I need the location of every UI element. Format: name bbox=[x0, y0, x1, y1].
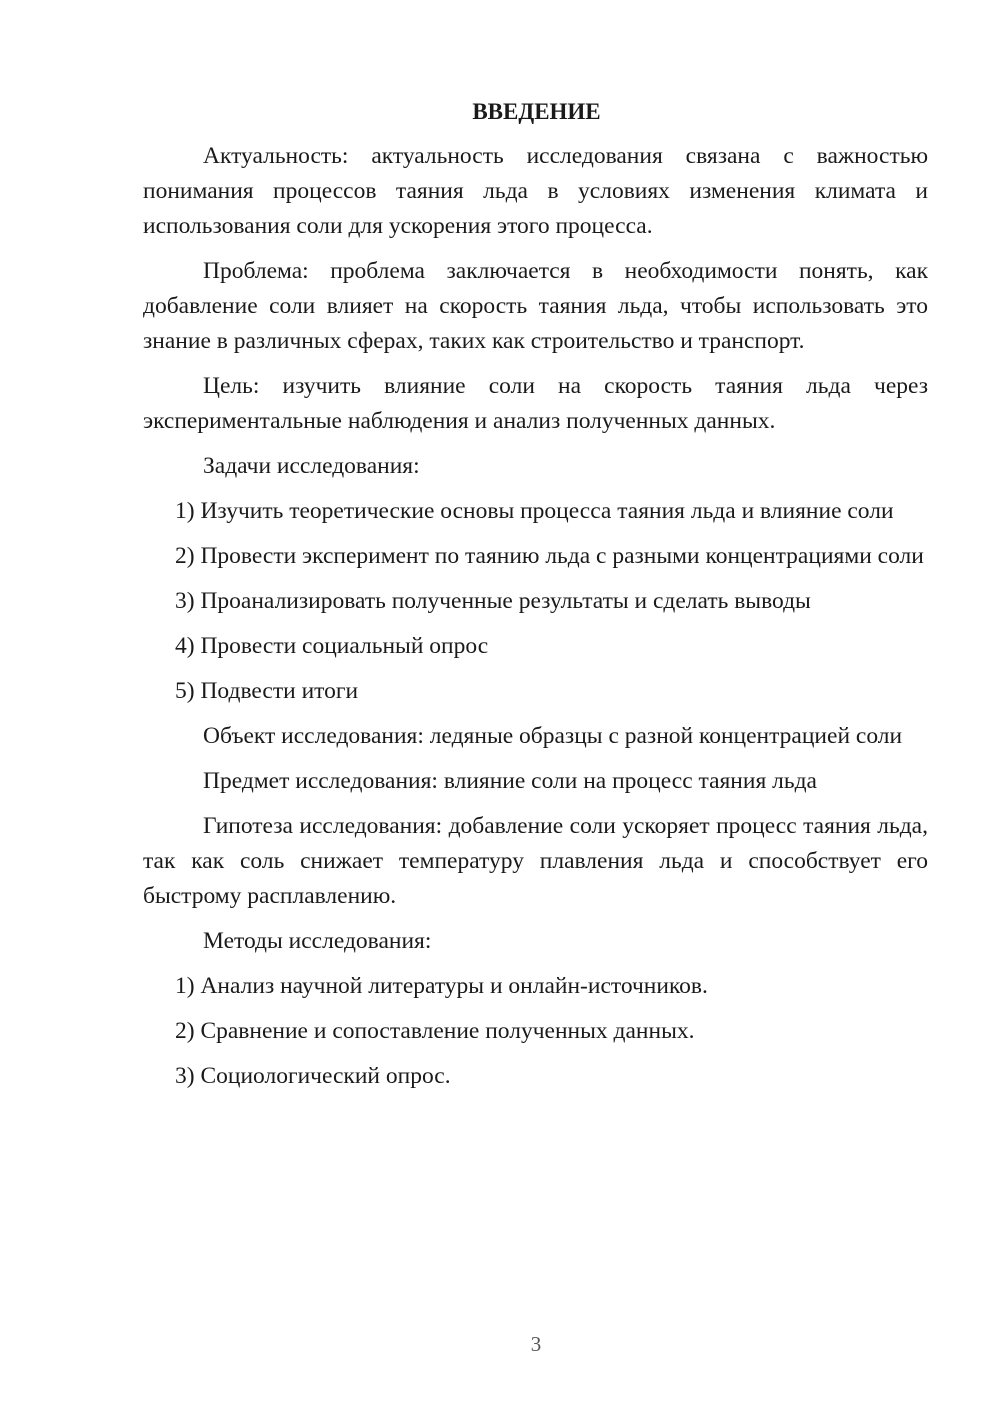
method-item-3: 3) Социологический опрос. bbox=[175, 1063, 451, 1089]
problem-paragraph: Проблема: проблема заключается в необходимости понять, как добавление соли влияет на скорость таяния льда, чтобы использовать это знание в различных сферах, таких как строительство и транспорт. bbox=[143, 258, 928, 354]
page-content bbox=[143, 94, 928, 1104]
object-paragraph: Объект исследования: ледяные образцы с разной концентрацией соли bbox=[203, 723, 903, 749]
task-item-1: 1) Изучить теоретические основы процесса таяния льда и влияние соли bbox=[175, 498, 894, 524]
task-item-5: 5) Подвести итоги bbox=[175, 678, 359, 704]
task-item-2: 2) Провести эксперимент по таянию льда с разными концентрациями соли bbox=[175, 543, 924, 569]
section-heading: ВВЕДЕНИЕ bbox=[472, 99, 601, 124]
task-item-4: 4) Провести социальный опрос bbox=[175, 633, 489, 659]
method-item-1: 1) Анализ научной литературы и онлайн-источников. bbox=[175, 973, 708, 999]
methods-title: Методы исследования: bbox=[203, 928, 432, 954]
task-item-3: 3) Проанализировать полученные результаты и сделать выводы bbox=[175, 588, 811, 614]
relevance-paragraph: Актуальность: актуальность исследования связана с важностью понимания процессов таяния льда в условиях изменения климата и использования соли для ускорения этого процесса. bbox=[143, 143, 928, 239]
hypothesis-paragraph: Гипотеза исследования: добавление соли ускоряет процесс таяния льда, так как соль снижает температуру плавления льда и способствует его быстрому расплавлению. bbox=[143, 813, 928, 909]
goal-paragraph: Цель: изучить влияние соли на скорость таяния льда через экспериментальные наблюдения и анализ полученных данных. bbox=[143, 373, 928, 434]
method-item-2: 2) Сравнение и сопоставление полученных данных. bbox=[175, 1018, 695, 1044]
page-number: 3 bbox=[530, 1332, 542, 1356]
tasks-title: Задачи исследования: bbox=[203, 453, 420, 479]
subject-paragraph: Предмет исследования: влияние соли на процесс таяния льда bbox=[203, 768, 817, 794]
